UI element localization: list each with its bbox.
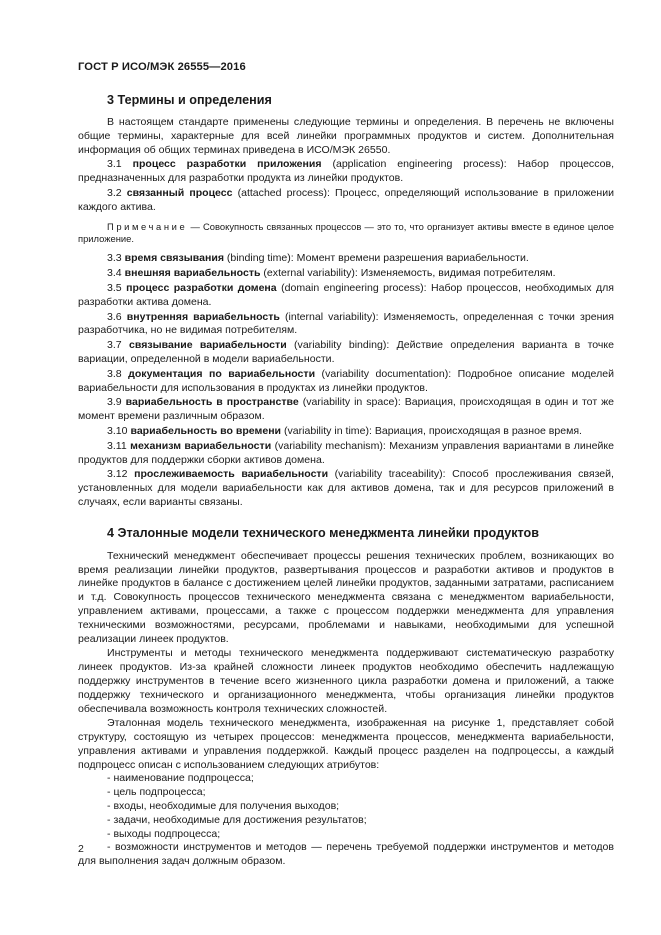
term-3-10: 3.10 вариабельность во времени (variability in time): Вариация, происходящая в разное время. bbox=[107, 424, 582, 437]
list-item: - входы, необходимые для получения выходов; bbox=[107, 800, 340, 813]
term-3-11: 3.11 механизм вариабельности (variability mechanism): Механизм управления вариантами в линейке продуктов для поддержки сборки активов домена. bbox=[78, 439, 614, 466]
term-3-6: 3.6 внутренняя вариабельность (internal variability): Изменяемость, определенная с точки зрения разработчика, но не видимая потребителям. bbox=[78, 310, 614, 337]
page-content bbox=[78, 92, 614, 869]
section-3-intro: В настоящем стандарте применены следующие термины и определения. В перечень не включены общие термины, характерные для всей линейки программных продуктов и систем. Дополнительная информация об общих терминах приведена в ИСО/МЭК 26550. bbox=[78, 116, 614, 156]
term-3-9: 3.9 вариабельность в пространстве (variability in space): Вариация, происходящая в один и тот же момент времени различным образом. bbox=[78, 396, 614, 423]
list-item: - задачи, необходимые для достижения результатов; bbox=[107, 813, 367, 826]
term-3-3: 3.3 время связывания (binding time): Момент времени разрешения вариабельности. bbox=[107, 252, 529, 265]
section-3-title: 3 Термины и определения bbox=[107, 93, 272, 107]
term-3-1: 3.1 процесс разработки приложения (application engineering process): Набор процессов, предназначенных для разработки продукта из линейки продуктов. bbox=[78, 158, 614, 185]
section-4-paragraph: Эталонная модель технического менеджмента, изображенная на рисунке 1, представляет собой структуру, состоящую из четырех процессов: менеджмента процессов, менеджмента вариабельности, управления активами и управления поддержкой. Каждый процесс разделен на подпроцессы, а каждый подпроцесс описан с использованием следующих атрибутов: bbox=[78, 717, 614, 771]
term-3-8: 3.8 документация по вариабельности (variability documentation): Подробное описание моделей вариабельности для использования в продуктах из линейки продуктов. bbox=[78, 367, 614, 394]
list-item: - возможности инструментов и методов — перечень требуемой поддержки инструментов и методов для выполнения задач должным образом. bbox=[78, 841, 614, 868]
term-3-7: 3.7 связывание вариабельности (variability binding): Действие определения варианта в точке вариации, определенной в модели вариабельности. bbox=[78, 339, 615, 365]
standard-header: ГОСТ Р ИСО/МЭК 26555—2016 bbox=[78, 61, 246, 73]
section-4-title: 4 Эталонные модели технического менеджмента линейки продуктов bbox=[107, 525, 539, 540]
list-item: - выходы подпроцесса; bbox=[107, 827, 221, 840]
section-4-paragraph: Технический менеджмент обеспечивает процессы решения технических проблем, возникающих во время реализации линейки продуктов, развертывания процессов и разработки активов и продуктов в линейке продуктов в балансе с достижением целей линейки продуктов, заданными затратами, расписанием и т.д. Совокупность процессов технического менеджмента связана с менеджментом вариабельности, управлением активами, процессами, а также с процессом поддержки менеджмента для управления техническими возможностями, ресурсами, проблемами и навыками, необходимыми для успешной реализации линеек продуктов. bbox=[78, 549, 614, 645]
term-3-12: 3.12 прослеживаемость вариабельности (variability traceability): Способ прослеживания связей, установленных для модели вариабельности как для активов домена, так и для ресурсов приложений в случаях, если варианты связаны. bbox=[78, 468, 614, 508]
attribute-list bbox=[78, 772, 614, 869]
list-item: - цель подпроцесса; bbox=[107, 786, 206, 799]
term-3-5: 3.5 процесс разработки домена (domain engineering process): Набор процессов, необходимых для разработки актива домена. bbox=[78, 281, 614, 308]
list-item: - наименование подпроцесса; bbox=[107, 772, 254, 785]
term-3-2: 3.2 связанный процесс (attached process): Процесс, определяющий использование в приложении каждого актива. bbox=[78, 186, 614, 213]
note-label: Примечание bbox=[107, 220, 188, 232]
page-number: 2 bbox=[78, 843, 84, 855]
term-3-4: 3.4 внешняя вариабельность (external variability): Изменяемость, видимая потребителям. bbox=[107, 267, 556, 280]
note-3-2: Примечание — Совокупность связанных процессов — это то, что организует активы вместе в единое целое приложение. bbox=[78, 220, 614, 244]
section-4-paragraph: Инструменты и методы технического менеджмента поддерживают систематическую разработку линеек продуктов. Из-за крайней сложности линеек продуктов необходимо обеспечить надлежащую поддержку инструментов в течение всего жизненного цикла разработки домена и приложений, а также поддержку технического и организационного менеджмента, чтобы организация линейки продуктов обеспечивала возможность контроля технических сложностей. bbox=[78, 647, 614, 715]
